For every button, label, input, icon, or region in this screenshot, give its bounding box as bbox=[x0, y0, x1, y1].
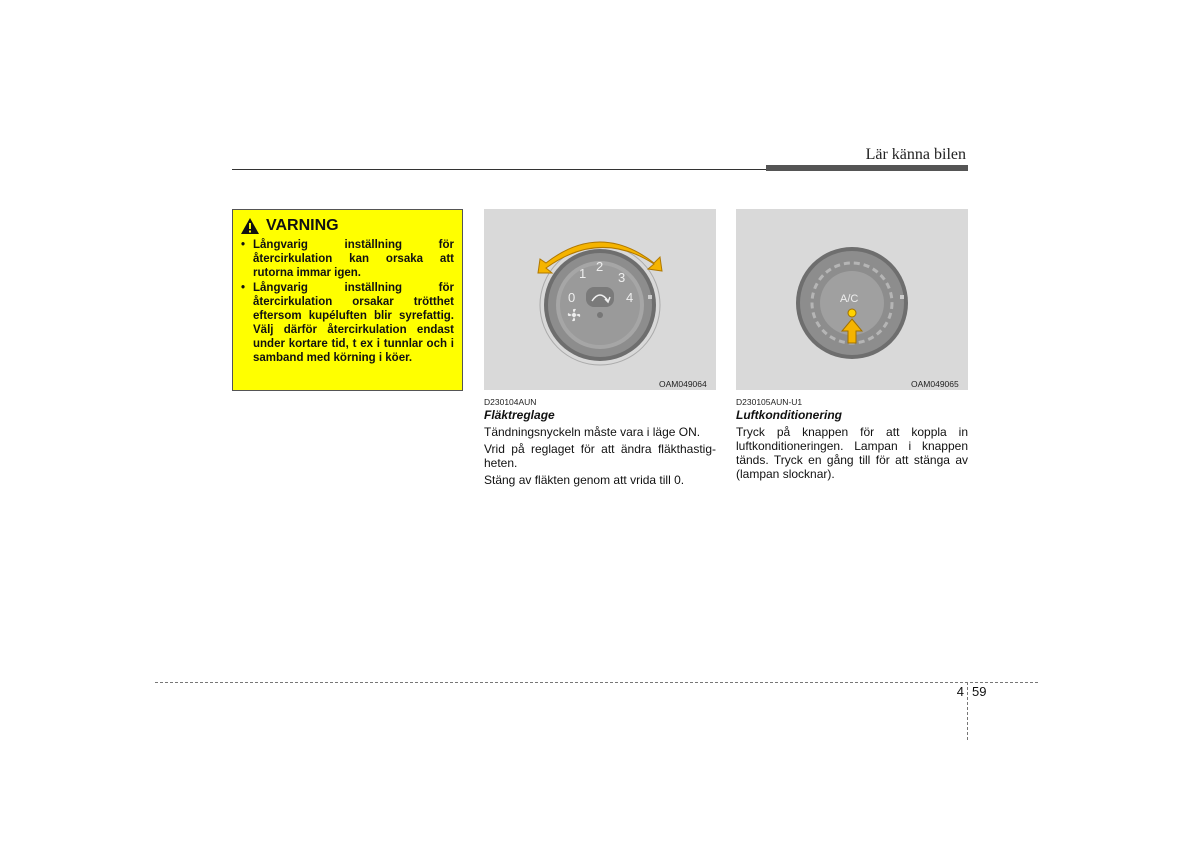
figure-code: OAM049064 bbox=[659, 379, 707, 389]
warning-item: • Långvarig inställning för återcirkulation orsakar trötthet eftersom kupéluften blir syrefattig. Välj därför återcirkulation endast under kortare tid, t ex i tunnlar och i samband med körning i köer. bbox=[240, 281, 454, 365]
ac-button-label: A/C bbox=[840, 293, 859, 305]
body-paragraph: Tryck på knappen för att koppla in luftkonditioneringen. Lampan i knappen tänds. Tryck en gång till för att stänga av (lampan slocknar). bbox=[736, 425, 968, 481]
chapter-number: 4 bbox=[956, 684, 964, 699]
header-rule-accent bbox=[766, 165, 968, 171]
indicator-dot bbox=[597, 312, 603, 318]
section-ref: D230104AUN bbox=[484, 397, 537, 407]
section-ref: D230105AUN-U1 bbox=[736, 397, 803, 407]
header-rule bbox=[232, 169, 768, 170]
figure-code: OAM049065 bbox=[911, 379, 959, 389]
fan-control-figure bbox=[484, 209, 716, 390]
warning-title: VARNING bbox=[266, 217, 339, 234]
body-paragraph: Stäng av fläkten genom att vrida till 0. bbox=[484, 473, 685, 487]
page-number: 59 bbox=[972, 684, 987, 699]
section-title: Fläktreglage bbox=[484, 408, 555, 422]
dial-label-2: 2 bbox=[596, 259, 604, 274]
body-paragraph: Tändningsnyckeln måste vara i läge ON. bbox=[484, 425, 701, 439]
ac-button-figure bbox=[736, 209, 968, 390]
dial-label-0: 0 bbox=[568, 290, 576, 305]
warning-header bbox=[240, 217, 454, 235]
section-body bbox=[736, 425, 968, 484]
recirculation-icon bbox=[586, 287, 614, 307]
body-paragraph: Vrid på reglaget för att ändra fläkthastig-heten. bbox=[484, 442, 716, 470]
warning-item: • Långvarig inställning för återcirkulation kan orsaka att rutorna immar igen. bbox=[240, 238, 454, 280]
dial-label-1: 1 bbox=[579, 266, 587, 281]
warning-list bbox=[240, 238, 454, 365]
warning-box bbox=[232, 209, 463, 391]
footer-rule bbox=[155, 682, 1038, 683]
warning-triangle-icon bbox=[240, 217, 260, 235]
section-body bbox=[484, 425, 716, 490]
dial-label-3: 3 bbox=[618, 270, 626, 285]
page-header-title: Lär känna bilen bbox=[865, 146, 966, 163]
section-title: Luftkonditionering bbox=[736, 408, 842, 422]
ac-indicator-lamp bbox=[848, 309, 856, 317]
dial-label-4: 4 bbox=[626, 290, 634, 305]
footer-divider bbox=[967, 682, 968, 740]
